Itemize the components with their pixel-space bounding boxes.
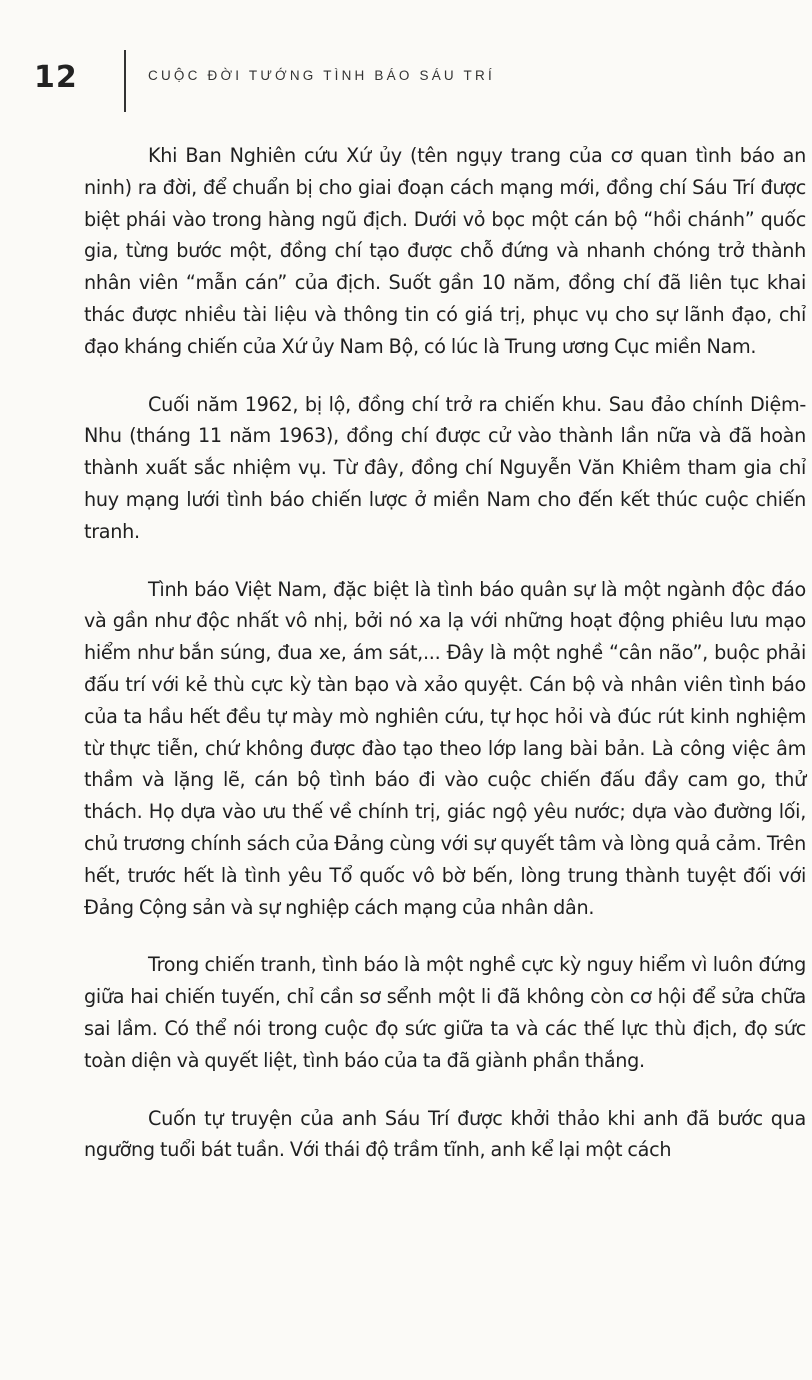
page-number: 12 xyxy=(34,60,78,95)
page-header xyxy=(0,0,812,120)
paragraph: Cuối năm 1962, bị lộ, đồng chí trở ra chiến khu. Sau đảo chính Diệm-Nhu (tháng 11 năm 1963), đồng chí được cử vào thành lần nữa và đã hoàn thành xuất sắc nhiệm vụ. Từ đây, đồng chí Nguyễn Văn Khiêm tham gia chỉ huy mạng lưới tình báo chiến lược ở miền Nam cho đến kết thúc cuộc chiến tranh. xyxy=(84,392,806,543)
header-divider xyxy=(124,50,126,112)
paragraph: Trong chiến tranh, tình báo là một nghề cực kỳ nguy hiểm vì luôn đứng giữa hai chiến tuyến, chỉ cần sơ sểnh một li đã không còn cơ hội để sửa chữa sai lầm. Có thể nói trong cuộc đọ sức giữa ta và các thế lực thù địch, đọ sức toàn diện và quyết liệt, tình báo của ta đã giành phần thắng. xyxy=(84,953,806,1072)
paragraph: Tình báo Việt Nam, đặc biệt là tình báo quân sự là một ngành độc đáo và gần như độc nhất vô nhị, bởi nó xa lạ với những hoạt động phiêu lưu mạo hiểm như bắn súng, đua xe, ám sát,... Đây là một nghề “cân não”, buộc phải đấu trí với kẻ thù cực kỳ tàn bạo và xảo quyệt. Cán bộ và nhân viên tình báo của ta hầu hết đều tự mày mò nghiên cứu, tự học hỏi và đúc rút kinh nghiệm từ thực tiễn, chứ không được đào tạo theo lớp lang bài bản. Là công việc âm thầm và lặng lẽ, cán bộ tình báo đi vào cuộc chiến đấu đầy cam go, thử thách. Họ dựa vào ưu thế về chính trị, giác ngộ yêu nước; dựa vào đường lối, chủ trương chính sách của Đảng cùng với sự quyết tâm và lòng quả cảm. Trên hết, trước hết là tình yêu Tổ quốc vô bờ bến, lòng trung thành tuyệt đối với Đảng Cộng sản và sự nghiệp cách mạng của nhân dân. xyxy=(84,577,806,919)
body-text xyxy=(84,140,806,1166)
paragraph: Khi Ban Nghiên cứu Xứ ủy (tên ngụy trang của cơ quan tình báo an ninh) ra đời, để chuẩn bị cho giai đoạn cách mạng mới, đồng chí Sáu Trí được biệt phái vào trong hàng ngũ địch. Dưới vỏ bọc một cán bộ “hồi chánh” quốc gia, từng bước một, đồng chí tạo được chỗ đứng và nhanh chóng trở thành nhân viên “mẫn cán” của địch. Suốt gần 10 năm, đồng chí đã liên tục khai thác được nhiều tài liệu và thông tin có giá trị, phục vụ cho sự lãnh đạo, chỉ đạo kháng chiến của Xứ ủy Nam Bộ, có lúc là Trung ương Cục miền Nam. xyxy=(84,144,806,358)
paragraph: Cuốn tự truyện của anh Sáu Trí được khởi thảo khi anh đã bước qua ngưỡng tuổi bát tuần. Với thái độ trầm tĩnh, anh kể lại một cách xyxy=(84,1106,806,1162)
running-title: CUỘC ĐỜI TƯỚNG TÌNH BÁO SÁU TRÍ xyxy=(148,68,495,83)
